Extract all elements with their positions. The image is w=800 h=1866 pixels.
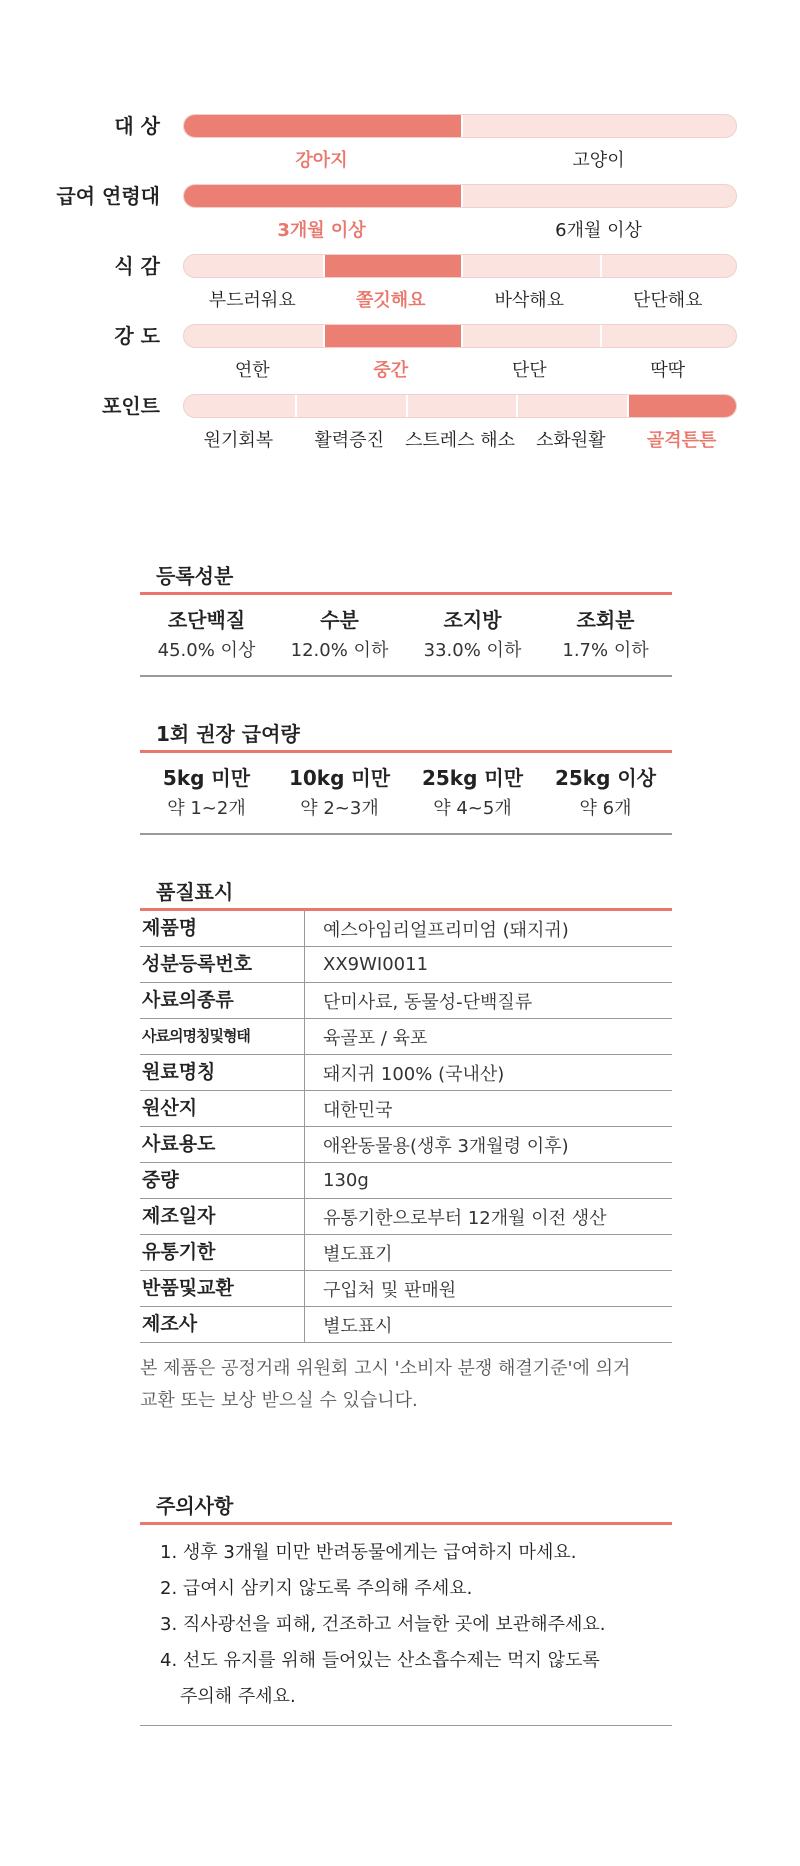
attribute-option: 딱딱	[650, 360, 686, 381]
attribute-option: 소화원활	[536, 430, 606, 451]
quality-key: 제품명	[140, 911, 305, 946]
quality-section	[140, 876, 672, 1417]
caution-item: 2. 급여시 삼키지 않도록 주의해 주세요.	[160, 1578, 473, 1599]
ingredient-name: 조단백질	[167, 608, 246, 632]
caution-item: 4. 선도 유지를 위해 들어있는 산소흡수제는 먹지 않도록	[160, 1650, 600, 1671]
attribute-label: 강 도	[114, 324, 160, 348]
serving-col	[539, 753, 672, 833]
attribute-option: 바삭해요	[494, 290, 565, 311]
attribute-row	[0, 182, 800, 242]
attribute-label: 급여 연령대	[56, 184, 160, 208]
attribute-bar	[183, 324, 737, 348]
quality-value: XX9WI0011	[323, 954, 429, 975]
attribute-option: 단단해요	[632, 290, 703, 311]
ingredients-title: 등록성분	[140, 560, 672, 595]
quality-row	[140, 1163, 672, 1199]
quality-table	[140, 911, 672, 1343]
quality-value: 구입처 및 판매원	[323, 1279, 457, 1301]
quality-note-line: 교환 또는 보상 받으실 수 있습니다.	[140, 1390, 418, 1411]
ingredient-name: 조지방	[443, 608, 502, 632]
attribute-option: 골격튼튼	[646, 430, 717, 451]
caution-list	[140, 1525, 672, 1726]
quality-row	[140, 1091, 672, 1127]
attribute-bar-segment	[323, 325, 464, 347]
attribute-option: 3개월 이상	[277, 220, 366, 241]
attribute-row	[0, 392, 800, 452]
quality-key: 성분등록번호	[140, 947, 305, 982]
serving-weight: 5kg 미만	[162, 766, 251, 790]
serving-section	[140, 718, 672, 835]
quality-value: 돼지귀 100% (국내산)	[323, 1063, 505, 1085]
quality-row	[140, 1055, 672, 1091]
attribute-option: 단단	[511, 360, 547, 381]
quality-row	[140, 1127, 672, 1163]
ingredient-col	[140, 595, 273, 675]
attribute-option: 원기회복	[203, 430, 274, 451]
quality-value: 별도표시	[323, 1315, 393, 1337]
quality-value: 육골포 / 육포	[323, 1027, 428, 1049]
attribute-bar-segment	[323, 255, 464, 277]
attribute-row	[0, 252, 800, 312]
serving-table	[140, 753, 672, 835]
caution-title: 주의사항	[140, 1490, 672, 1525]
attribute-bar-segment	[461, 325, 602, 347]
serving-col	[273, 753, 406, 833]
quality-key: 반품및교환	[140, 1271, 305, 1306]
quality-key: 원료명칭	[140, 1055, 305, 1090]
quality-note	[140, 1343, 672, 1417]
attribute-bar-segment	[461, 115, 737, 137]
attribute-option: 6개월 이상	[555, 220, 642, 241]
quality-value: 애완동물용(생후 3개월령 이후)	[323, 1135, 569, 1157]
ingredients-section	[140, 560, 672, 677]
quality-row	[140, 947, 672, 983]
serving-amount: 약 2~3개	[300, 798, 379, 819]
caution-item: 1. 생후 3개월 미만 반려동물에게는 급여하지 마세요.	[160, 1542, 577, 1563]
attribute-bar-segment	[184, 325, 323, 347]
attribute-bar-segment	[295, 395, 408, 417]
quality-value: 별도표기	[323, 1243, 393, 1265]
attribute-bar-segment	[184, 255, 323, 277]
ingredient-value: 45.0% 이상	[157, 640, 256, 661]
ingredients-table	[140, 595, 672, 677]
attribute-bar-segment	[627, 395, 737, 417]
attribute-bar	[183, 394, 737, 418]
caution-section	[140, 1490, 672, 1726]
attribute-label: 대 상	[114, 114, 160, 138]
attribute-bar-segment	[406, 395, 519, 417]
attribute-bar	[183, 254, 737, 278]
attribute-label: 식 감	[114, 254, 160, 278]
attribute-option: 활력증진	[314, 430, 384, 451]
attribute-bar	[183, 184, 737, 208]
attribute-option: 고양이	[572, 150, 625, 171]
serving-weight: 25kg 미만	[421, 766, 524, 790]
serving-title: 1회 권장 급여량	[140, 718, 672, 753]
attribute-bar-segment	[461, 255, 602, 277]
serving-weight: 10kg 미만	[288, 766, 391, 790]
quality-key: 제조일자	[140, 1199, 305, 1234]
quality-key: 제조사	[140, 1307, 305, 1342]
ingredient-col	[539, 595, 672, 675]
ingredient-value: 12.0% 이하	[290, 640, 389, 661]
attribute-label: 포인트	[102, 394, 160, 418]
quality-row	[140, 1199, 672, 1235]
quality-note-line: 본 제품은 공정거래 위원회 고시 '소비자 분쟁 해결기준'에 의거	[140, 1358, 631, 1379]
ingredient-value: 33.0% 이하	[423, 640, 522, 661]
attribute-option: 연한	[234, 360, 270, 381]
attribute-option: 스트레스 해소	[404, 430, 516, 451]
serving-col	[140, 753, 273, 833]
serving-amount: 약 6개	[579, 798, 632, 819]
quality-value: 대한민국	[323, 1099, 393, 1121]
quality-title: 품질표시	[140, 876, 672, 911]
attribute-bar-segment	[184, 395, 295, 417]
attribute-bar-segment	[461, 185, 737, 207]
quality-key: 중량	[140, 1163, 305, 1198]
attribute-bar-segment	[600, 255, 738, 277]
attribute-bar-segment	[516, 395, 629, 417]
ingredient-name: 수분	[320, 608, 359, 632]
attribute-row	[0, 112, 800, 172]
quality-value: 130g	[323, 1170, 369, 1191]
caution-item: 3. 직사광선을 피해, 건조하고 서늘한 곳에 보관해주세요.	[160, 1614, 606, 1635]
serving-amount: 약 4~5개	[433, 798, 512, 819]
quality-key: 사료의종류	[140, 983, 305, 1018]
quality-row	[140, 911, 672, 947]
attribute-option: 중간	[373, 360, 409, 381]
attribute-row	[0, 322, 800, 382]
quality-row	[140, 1235, 672, 1271]
quality-key: 원산지	[140, 1091, 305, 1126]
quality-key: 사료의명칭및형태	[140, 1019, 305, 1054]
attribute-option: 강아지	[295, 150, 348, 171]
quality-row	[140, 1271, 672, 1307]
quality-row	[140, 983, 672, 1019]
serving-weight: 25kg 이상	[554, 766, 657, 790]
ingredient-value: 1.7% 이하	[562, 640, 649, 661]
serving-col	[406, 753, 539, 833]
caution-item-continuation: 주의해 주세요.	[180, 1686, 296, 1707]
quality-value: 단미사료, 동물성-단백질류	[323, 991, 533, 1013]
quality-value: 유통기한으로부터 12개월 이전 생산	[323, 1207, 607, 1229]
serving-amount: 약 1~2개	[167, 798, 246, 819]
attribute-option: 쫄깃해요	[355, 290, 426, 311]
ingredient-col	[273, 595, 406, 675]
quality-row	[140, 1019, 672, 1055]
attribute-bar	[183, 114, 737, 138]
quality-row	[140, 1307, 672, 1343]
quality-key: 유통기한	[140, 1235, 305, 1270]
quality-key: 사료용도	[140, 1127, 305, 1162]
attribute-bar-segment	[600, 325, 738, 347]
attribute-bar-segment	[184, 185, 461, 207]
attribute-bar-segment	[184, 115, 461, 137]
ingredient-name: 조회분	[576, 608, 635, 632]
attribute-option: 부드러워요	[208, 290, 296, 311]
ingredient-col	[406, 595, 539, 675]
quality-value: 예스아임리얼프리미엄 (돼지귀)	[323, 919, 569, 941]
